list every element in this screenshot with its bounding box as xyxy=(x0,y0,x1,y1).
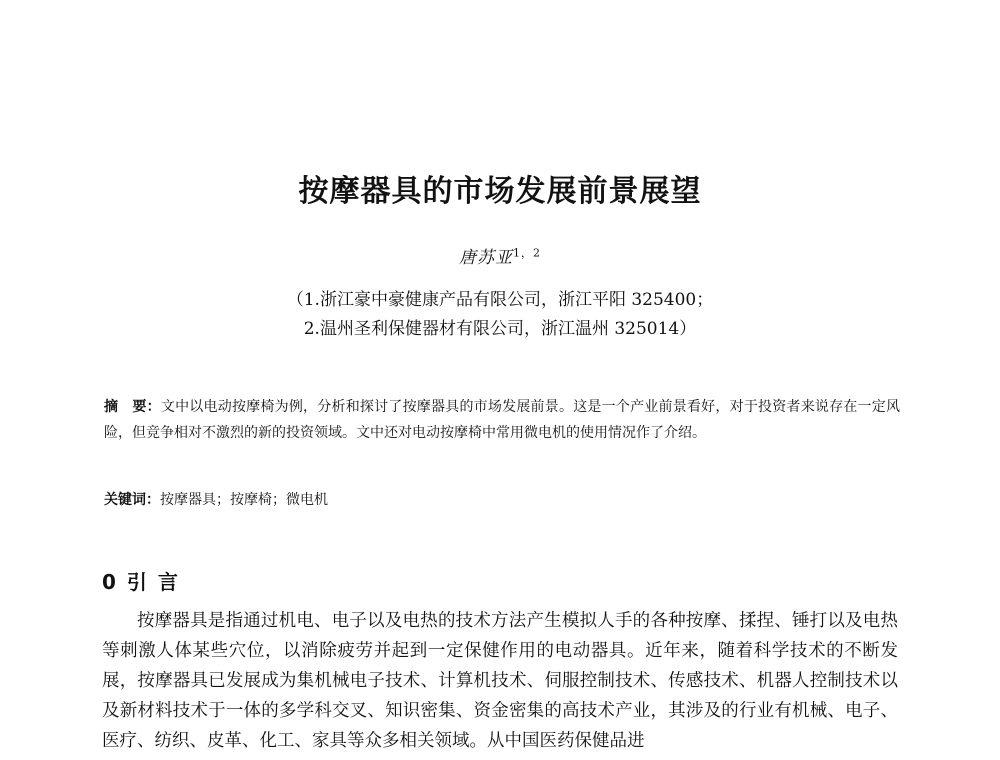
affiliation-2: 2.温州圣利保健器材有限公司，浙江温州 325014） xyxy=(303,319,697,339)
affiliation-1: （1.浙江豪中豪健康产品有限公司，浙江平阳 325400； xyxy=(286,290,714,310)
author-superscript: 1，2 xyxy=(513,246,541,260)
keywords-label: 关键词： xyxy=(104,492,160,508)
author-name: 唐苏亚 xyxy=(459,248,513,268)
paper-title: 按摩器具的市场发展前景展望 xyxy=(298,174,702,209)
keywords xyxy=(104,489,328,509)
body-paragraph: 按摩器具是指通过机电、电子以及电热的技术方法产生模拟人手的各种按摩、揉捏、锤打以及电热等刺激人体某些穴位，以消除疲劳并起到一定保健作用的电动器具。近年来，随着科学技术的不断发展，按摩器具已发展成为集机械电子技术、计算机技术、伺服控制技术、传感技术、机器人控制技术以及新材料技术于一体的多学科交叉、知识密集、资金密集的高技术产业，其涉及的行业有机械、电子、医疗、纺织、皮革、化工、家具等众多相关领域。从中国医药保健品进 xyxy=(102,611,898,751)
section-heading: 0 引 言 xyxy=(102,570,180,594)
abstract xyxy=(104,394,900,446)
author-line xyxy=(0,243,1000,268)
keywords-text: 按摩器具；按摩椅；微电机 xyxy=(160,492,328,508)
abstract-label: 摘 要： xyxy=(104,399,161,415)
abstract-text: 文中以电动按摩椅为例，分析和探讨了按摩器具的市场发展前景。这是一个产业前景看好，对于投资者来说存在一定风险，但竞争相对不激烈的新的投资领域。文中还对电动按摩椅中常用微电机的使用情况作了介绍。 xyxy=(104,399,900,441)
